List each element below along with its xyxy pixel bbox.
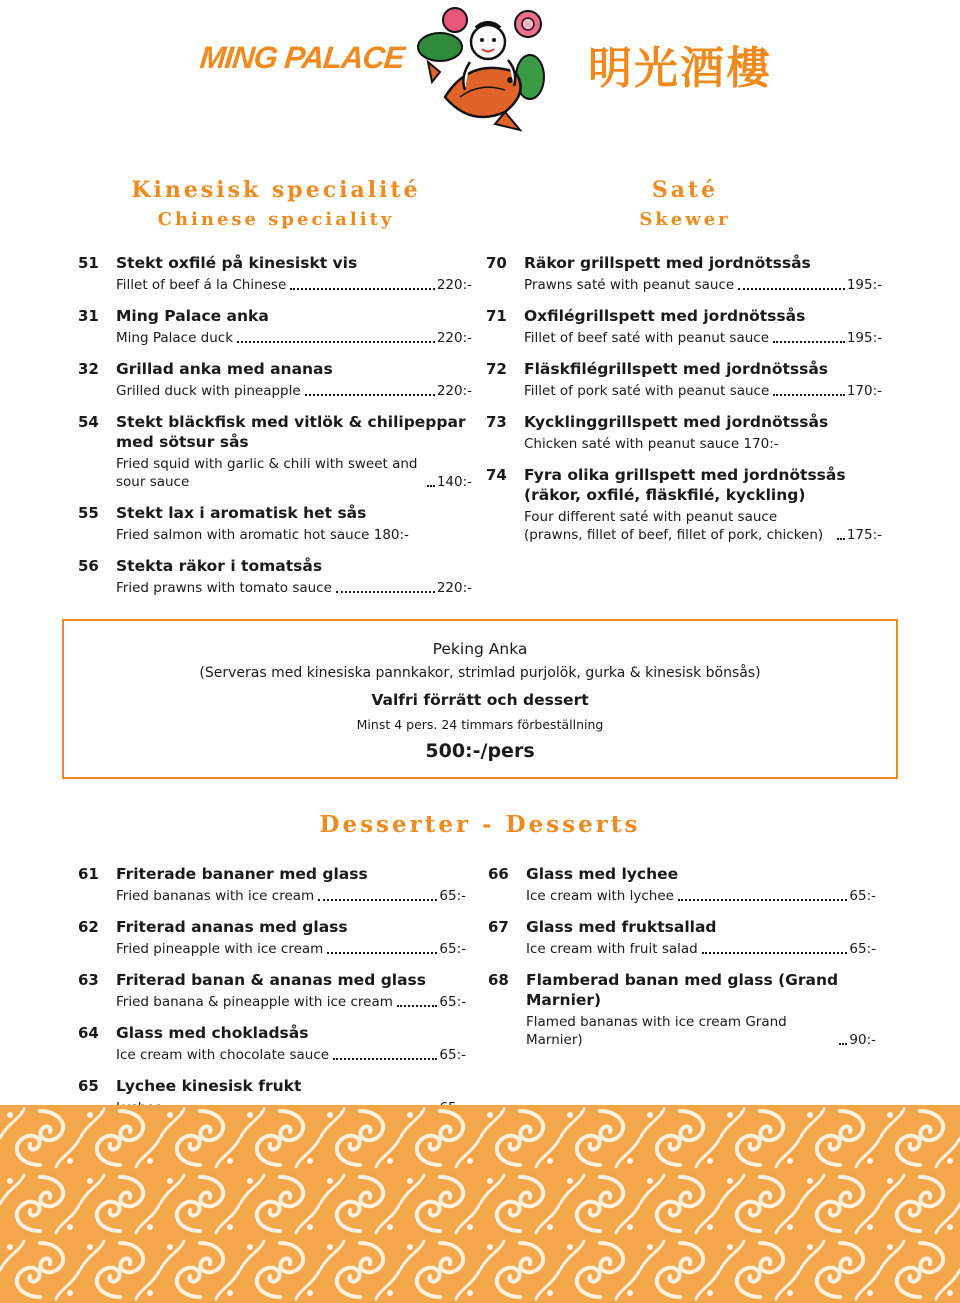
item-name: Friterade bananer med glass xyxy=(116,865,368,883)
item-description: Ice cream with fruit salad xyxy=(526,941,698,957)
menu-item xyxy=(488,864,876,905)
peking-duck-box xyxy=(62,619,898,779)
item-number: 56 xyxy=(78,557,99,575)
leader-dots xyxy=(336,590,435,593)
item-name: Oxfilégrillspett med jordnötssås xyxy=(524,307,806,325)
item-name: Stekt bläckfisk med vitlök & chilipeppar med sötsur sås xyxy=(116,413,466,451)
item-price: 65:- xyxy=(439,1047,466,1063)
sate-list xyxy=(486,253,882,556)
menu-item xyxy=(488,917,876,958)
item-price: 175:- xyxy=(846,527,882,543)
menu-item xyxy=(78,970,466,1011)
desserts-list-right xyxy=(488,864,876,1061)
item-name: Kycklinggrillspett med jordnötssås xyxy=(524,413,829,431)
brand-logo-text: MING PALACE xyxy=(198,40,406,75)
item-number: 74 xyxy=(486,466,507,484)
item-description: Fried pineapple with ice cream xyxy=(116,941,324,957)
item-description: Ming Palace duck xyxy=(116,330,234,346)
item-name: Friterad banan & ananas med glass xyxy=(116,971,427,989)
item-description: Fried squid with garlic & chili with sweet and sour sauce xyxy=(116,456,418,490)
menu-item xyxy=(486,412,882,453)
item-description: Fried bananas with ice cream xyxy=(116,888,315,904)
item-price: 140:- xyxy=(436,474,472,490)
leader-dots xyxy=(333,1057,437,1060)
item-number: 62 xyxy=(78,918,99,936)
menu-item xyxy=(488,970,876,1049)
peking-served-with: (Serveras med kinesiska pannkakor, strimlad purjolök, gurka & kinesisk bönsås) xyxy=(199,665,761,681)
chinese-subtitle: Chinese speciality xyxy=(157,209,395,230)
item-number: 55 xyxy=(78,504,99,522)
menu-item xyxy=(78,917,466,958)
brand-chinese-text: 明光酒樓 xyxy=(588,43,772,94)
item-description: Fillet of beef saté with peanut sauce xyxy=(524,330,770,346)
item-price: 195:- xyxy=(846,330,882,346)
menu-item xyxy=(78,503,472,544)
item-price: 195:- xyxy=(846,277,882,293)
peking-title: Peking Anka xyxy=(432,640,528,658)
sate-subtitle: Skewer xyxy=(639,209,731,230)
item-number: 68 xyxy=(488,971,509,989)
item-number: 61 xyxy=(78,865,99,883)
item-price: 65:- xyxy=(849,888,876,904)
item-price: 65:- xyxy=(439,994,466,1010)
menu-item xyxy=(78,1023,466,1064)
leader-dots xyxy=(427,484,435,487)
item-name: Lychee kinesisk frukt xyxy=(116,1077,302,1095)
item-description: Ice cream with chocolate sauce xyxy=(116,1047,330,1063)
leader-dots xyxy=(305,393,435,396)
menu-item xyxy=(78,253,472,294)
item-number: 51 xyxy=(78,254,99,272)
item-name: Stekt lax i aromatisk het sås xyxy=(116,504,367,522)
item-number: 67 xyxy=(488,918,509,936)
leader-dots xyxy=(773,340,845,343)
chinese-speciality-list xyxy=(78,253,472,609)
leader-dots xyxy=(738,287,845,290)
leader-dots xyxy=(702,951,848,954)
menu-item xyxy=(78,359,472,400)
item-number: 63 xyxy=(78,971,99,989)
item-price: 65:- xyxy=(439,888,466,904)
item-name: Grillad anka med ananas xyxy=(116,360,333,378)
item-price: 65:- xyxy=(849,941,876,957)
desserts-title: Desserter - Desserts xyxy=(319,811,641,838)
sate-title: Saté xyxy=(651,177,719,203)
chinese-title: Kinesisk specialité xyxy=(131,177,421,203)
item-name: Glass med lychee xyxy=(526,865,679,883)
item-price: 220:- xyxy=(436,580,472,596)
leader-dots xyxy=(837,537,845,540)
leader-dots xyxy=(318,898,437,901)
item-description: Fried salmon with aromatic hot sauce 180:- xyxy=(116,527,409,543)
item-price: 220:- xyxy=(436,383,472,399)
desserts-heading xyxy=(250,810,710,840)
peking-minimum: Minst 4 pers. 24 timmars förbeställning xyxy=(356,717,604,732)
item-description: Flamed bananas with ice cream Grand Marnier) xyxy=(526,1014,787,1048)
menu-item xyxy=(78,556,472,597)
item-name: Räkor grillspett med jordnötssås xyxy=(524,254,811,272)
menu-item xyxy=(78,306,472,347)
item-price: 90:- xyxy=(849,1032,876,1048)
leader-dots xyxy=(327,951,437,954)
item-number: 64 xyxy=(78,1024,99,1042)
item-number: 73 xyxy=(486,413,507,431)
menu-item xyxy=(486,306,882,347)
item-description: Prawns saté with peanut sauce xyxy=(524,277,735,293)
item-description: Fried banana & pineapple with ice cream xyxy=(116,994,393,1010)
leader-dots xyxy=(773,393,845,396)
item-number: 66 xyxy=(488,865,509,883)
item-number: 71 xyxy=(486,307,507,325)
item-number: 72 xyxy=(486,360,507,378)
desserts-list-left xyxy=(78,864,466,1129)
item-price: 65:- xyxy=(439,941,466,957)
sate-heading xyxy=(520,175,850,235)
item-name: Fyra olika grillspett med jordnötssås (räkor, oxfilé, fläskfilé, kyckling) xyxy=(524,466,846,504)
decorative-pattern-border xyxy=(0,1105,960,1303)
leader-dots xyxy=(237,340,435,343)
leader-dots xyxy=(397,1004,437,1007)
menu-item xyxy=(486,465,882,544)
item-description: Fried prawns with tomato sauce xyxy=(116,580,332,596)
item-name: Friterad ananas med glass xyxy=(116,918,348,936)
item-name: Stekt oxfilé på kinesiskt vis xyxy=(116,254,358,272)
menu-item xyxy=(78,412,472,491)
leader-dots xyxy=(839,1042,847,1045)
peking-price: 500:-/pers xyxy=(425,740,535,762)
item-description: Four different saté with peanut sauce (prawns, fillet of beef, fillet of pork, chicken) xyxy=(524,509,824,543)
item-description: Ice cream with lychee xyxy=(526,888,674,904)
item-price: 170:- xyxy=(846,383,882,399)
chinese-speciality-heading xyxy=(100,175,452,235)
menu-item xyxy=(78,864,466,905)
item-name: Glass med fruktsallad xyxy=(526,918,717,936)
leader-dots xyxy=(290,287,435,290)
item-number: 31 xyxy=(78,307,99,325)
item-number: 54 xyxy=(78,413,99,431)
item-name: Flamberad banan med glass (Grand Marnier) xyxy=(526,971,839,1009)
menu-item xyxy=(486,359,882,400)
item-number: 70 xyxy=(486,254,507,272)
item-number: 32 xyxy=(78,360,99,378)
item-number: 65 xyxy=(78,1077,99,1095)
item-description: Fillet of pork saté with peanut sauce xyxy=(524,383,770,399)
item-name: Fläskfilégrillspett med jordnötssås xyxy=(524,360,829,378)
item-price: 220:- xyxy=(436,277,472,293)
item-description: Fillet of beef á la Chinese xyxy=(116,277,287,293)
item-description: Grilled duck with pineapple xyxy=(116,383,301,399)
emblem-illustration xyxy=(410,2,560,137)
item-name: Glass med chokladsås xyxy=(116,1024,309,1042)
item-description: Chicken saté with peanut sauce 170:- xyxy=(524,436,779,452)
leader-dots xyxy=(678,898,847,901)
item-name: Ming Palace anka xyxy=(116,307,269,325)
item-price: 220:- xyxy=(436,330,472,346)
menu-item xyxy=(486,253,882,294)
peking-choice: Valfri förrätt och dessert xyxy=(371,691,589,709)
item-name: Stekta räkor i tomatsås xyxy=(116,557,323,575)
